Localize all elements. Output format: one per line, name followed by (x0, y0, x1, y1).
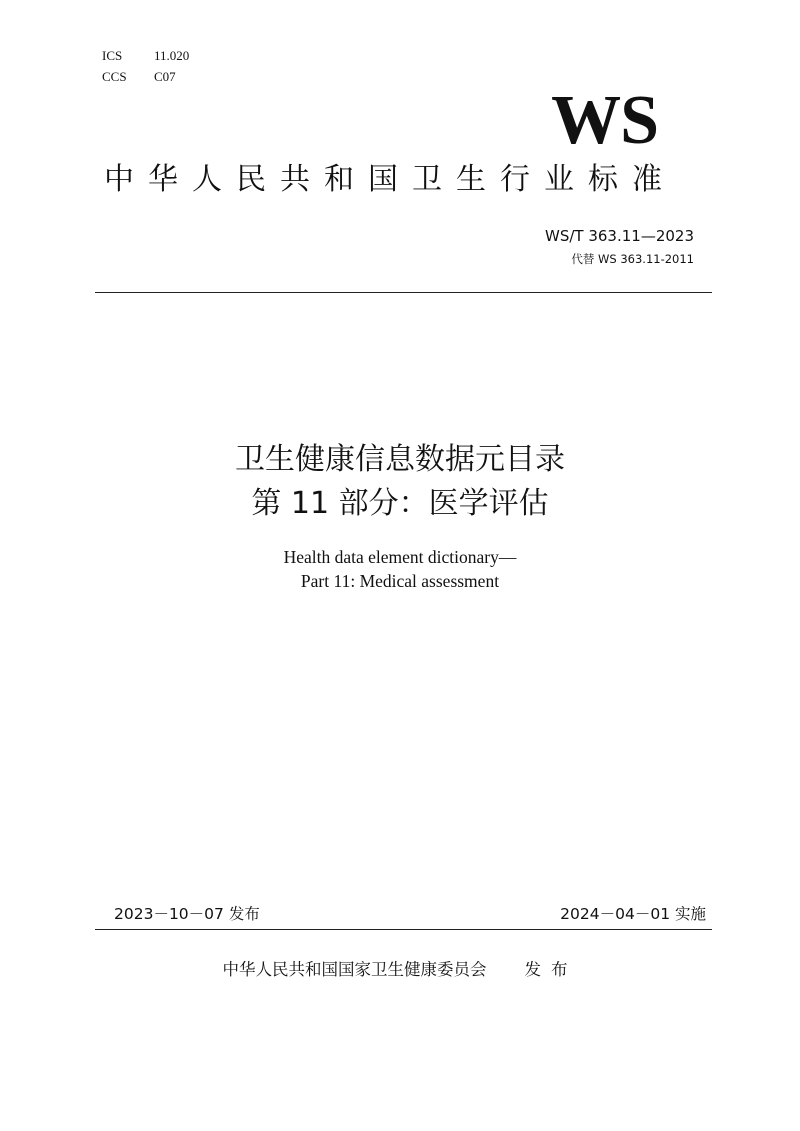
document-title-en-line1: Health data element dictionary— (283, 547, 517, 567)
release-date: 2023－10－07 发布 (114, 905, 260, 923)
ccs-row (102, 69, 176, 85)
replaces-standard: 代替 WS 363.11-2011 (571, 252, 694, 266)
standard-code: WS/T 363.11—2023 (545, 227, 694, 245)
ics-label: ICS (102, 48, 123, 63)
issuer: 中华人民共和国国家卫生健康委员会 (222, 960, 487, 979)
document-title-en-line2: Part 11: Medical assessment (300, 571, 500, 591)
document-title-cn-line2: 第 11 部分：医学评估 (251, 486, 549, 521)
implementation-date: 2024－04－01 实施 (560, 905, 706, 923)
issue-label: 发布 (524, 960, 578, 979)
document-title-cn-line1: 卫生健康信息数据元目录 (235, 442, 565, 477)
ics-row (102, 48, 189, 64)
bottom-divider (95, 929, 712, 930)
ws-logo: WS (551, 82, 658, 159)
ccs-value: C07 (154, 69, 176, 84)
top-divider (95, 292, 712, 293)
ics-value: 11.020 (154, 48, 190, 63)
publisher-line (0, 958, 800, 982)
industry-standard-title: 中华人民共和国卫生行业标准 (104, 162, 676, 197)
ccs-label: CCS (102, 69, 127, 84)
